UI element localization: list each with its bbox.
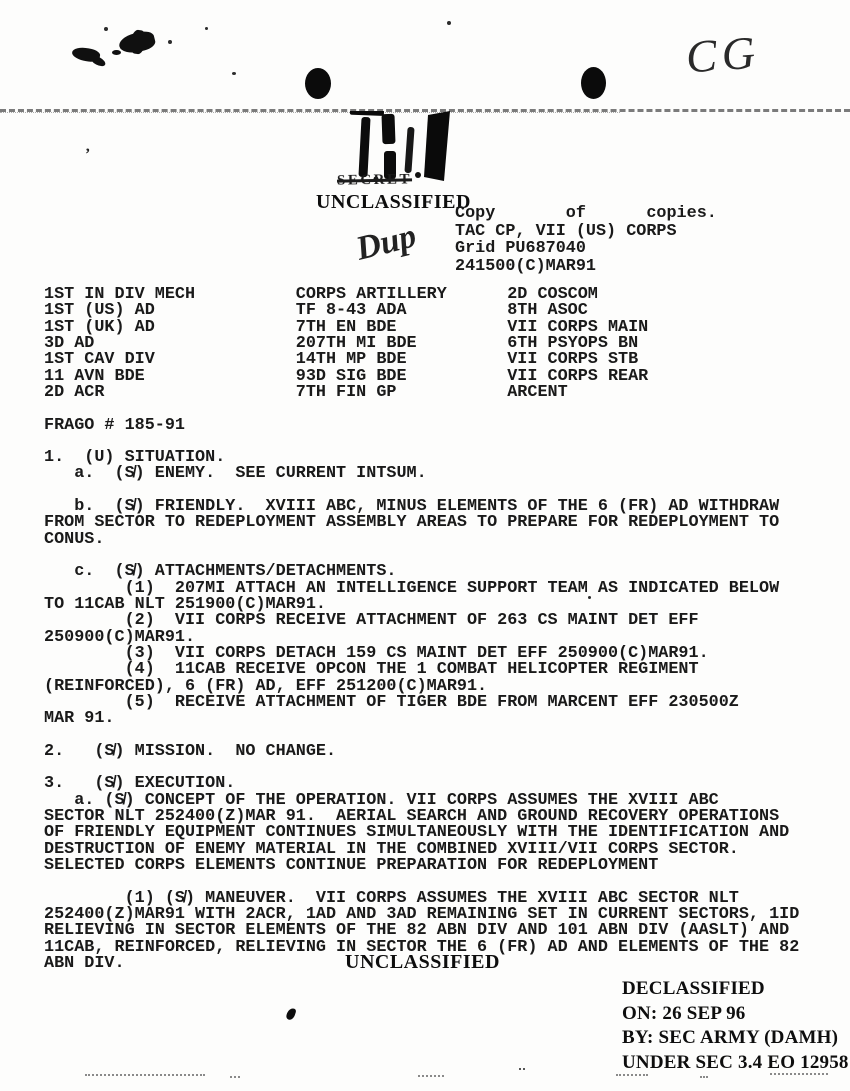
body-line: 1. (U) SITUATION. <box>44 448 226 468</box>
ink-speck <box>232 72 236 75</box>
distribution-line: 1ST IN DIV MECH CORPS ARTILLERY 2D COSCOM <box>44 285 598 304</box>
hole-punch-dot <box>305 68 331 99</box>
body-line: (REINFORCED), 6 (FR) AD, EFF 251200(C)MAR91. <box>44 676 488 696</box>
ink-speck <box>168 40 172 44</box>
unclassified-stamp-top: UNCLASSIFIED <box>316 191 471 213</box>
body-line: (5) RECEIVE ATTACHMENT OF TIGER BDE FROM MARCENT EFF 230500Z <box>44 692 739 712</box>
scan-speck-line <box>418 1075 444 1077</box>
ink-speck <box>447 21 451 25</box>
body-line: (1) (S̸) MANEUVER. VII CORPS ASSUMES THE XVIII ABC SECTOR NLT <box>44 888 739 908</box>
body-line: a. (S̸) ENEMY. SEE CURRENT INTSUM. <box>44 464 427 484</box>
scan-speck-line <box>616 1074 648 1076</box>
distribution-line: 1ST (UK) AD 7TH EN BDE VII CORPS MAIN <box>44 317 649 337</box>
ink-smudge <box>112 50 121 55</box>
scan-speck-line <box>700 1076 708 1078</box>
date-time-group-line: 241500(C)MAR91 <box>455 256 596 276</box>
body-line: FRAGO # 185-91 <box>44 415 185 435</box>
unclassified-stamp-bottom: UNCLASSIFIED <box>345 951 500 973</box>
ink-smudge <box>89 54 107 69</box>
scan-speck-line <box>770 1073 828 1075</box>
body-line: TO 11CAB NLT 251900(C)MAR91. <box>44 594 326 614</box>
body-line: RELIEVING IN SECTOR ELEMENTS OF THE 82 ABN DIV AND 101 ABN DIV (AASLT) AND <box>44 921 790 941</box>
distribution-line: 1ST (US) AD TF 8-43 ADA 8TH ASOC <box>44 301 588 321</box>
body-line: MAR 91. <box>44 709 115 729</box>
hole-punch-dot <box>581 67 606 99</box>
secret-stamp-struck: SECRET <box>336 171 413 189</box>
declassified-date: ON: 26 SEP 96 <box>622 1002 746 1024</box>
scan-speck-line <box>230 1076 240 1078</box>
distribution-line: 1ST CAV DIV 14TH MP BDE VII CORPS STB <box>44 350 639 370</box>
body-line: (4) 11CAB RECEIVE OPCON THE 1 COMBAT HELICOPTER REGIMENT <box>44 660 699 680</box>
handwritten-initials: CG <box>684 26 762 83</box>
body-line: 3. (S̸) EXECUTION. <box>44 774 236 794</box>
distribution-list <box>44 287 799 401</box>
declassified-stamp-block <box>622 977 849 1075</box>
ink-speck <box>104 27 108 31</box>
distribution-line: 3D AD 207TH MI BDE 6TH PSYOPS BN <box>44 333 639 353</box>
body-line: ABN DIV. <box>44 953 125 973</box>
body-line: (3) VII CORPS DETACH 159 CS MAINT DET EFF 250900(C)MAR91. <box>44 643 709 663</box>
declassified-title: DECLASSIFIED <box>622 978 765 999</box>
distribution-line: 2D ACR 7TH FIN GP ARCENT <box>44 382 568 402</box>
body-line: b. (S̸) FRIENDLY. XVIII ABC, MINUS ELEMENTS OF THE 6 (FR) AD WITHDRAW <box>44 497 780 517</box>
body-line: 252400(Z)MAR91 WITH 2ACR, 1AD AND 3AD REMAINING SET IN CURRENT SECTORS, 1ID <box>44 904 800 924</box>
handwritten-dup-annotation: Dup <box>352 217 420 268</box>
frago-body <box>44 415 800 973</box>
body-line: (1) 207MI ATTACH AN INTELLIGENCE SUPPORT TEAM AS INDICATED BELOW <box>44 578 780 598</box>
ink-speck <box>205 27 208 30</box>
declassified-authority: BY: SEC ARMY (DAMH) <box>622 1027 839 1049</box>
dashed-rule-faint <box>0 112 620 113</box>
body-line: 250900(C)MAR91. <box>44 627 196 647</box>
grid-reference-line: Grid PU687040 <box>455 239 586 258</box>
scan-speck-line <box>519 1068 525 1070</box>
body-line: SELECTED CORPS ELEMENTS CONTINUE PREPARATION FOR REDEPLOYMENT <box>44 855 659 875</box>
distribution-line: 11 AVN BDE 93D SIG BDE VII CORPS REAR <box>44 366 649 386</box>
declassified-order: UNDER SEC 3.4 EO 12958 <box>622 1051 849 1073</box>
copy-of-copies-line: Copy of copies. <box>455 204 717 223</box>
body-line: DESTRUCTION OF ENEMY MATERIAL IN THE COMBINED XVIII/VII CORPS SECTOR. <box>44 839 739 859</box>
document-text <box>44 287 799 972</box>
body-line: OF FRIENDLY EQUIPMENT CONTINUES SIMULTANEOUSLY WITH THE IDENTIFICATION AND <box>44 823 790 843</box>
body-line: CONUS. <box>44 529 105 549</box>
body-line: c. (S̸) ATTACHMENTS/DETACHMENTS. <box>44 562 397 582</box>
body-line: 2. (S̸) MISSION. NO CHANGE. <box>44 741 337 761</box>
body-line: (2) VII CORPS RECEIVE ATTACHMENT OF 263 CS MAINT DET EFF <box>44 611 699 631</box>
body-line: SECTOR NLT 252400(Z)MAR 91. AERIAL SEARCH AND GROUND RECOVERY OPERATIONS <box>44 807 780 826</box>
scan-speck-line <box>85 1074 205 1076</box>
issuing-hq-line: TAC CP, VII (US) CORPS <box>455 221 677 241</box>
stray-tick-mark: ’ <box>85 146 91 163</box>
body-line: 11CAB, REINFORCED, RELIEVING IN SECTOR THE 6 (FR) AD AND ELEMENTS OF THE 82 <box>44 937 800 957</box>
body-line: FROM SECTOR TO REDEPLOYMENT ASSEMBLY AREAS TO PREPARE FOR REDEPLOYMENT TO <box>44 513 780 533</box>
body-line: a. (S̸) CONCEPT OF THE OPERATION. VII CORPS ASSUMES THE XVIII ABC <box>44 790 719 810</box>
header-block <box>455 205 717 275</box>
stray-pen-mark <box>285 1007 296 1021</box>
